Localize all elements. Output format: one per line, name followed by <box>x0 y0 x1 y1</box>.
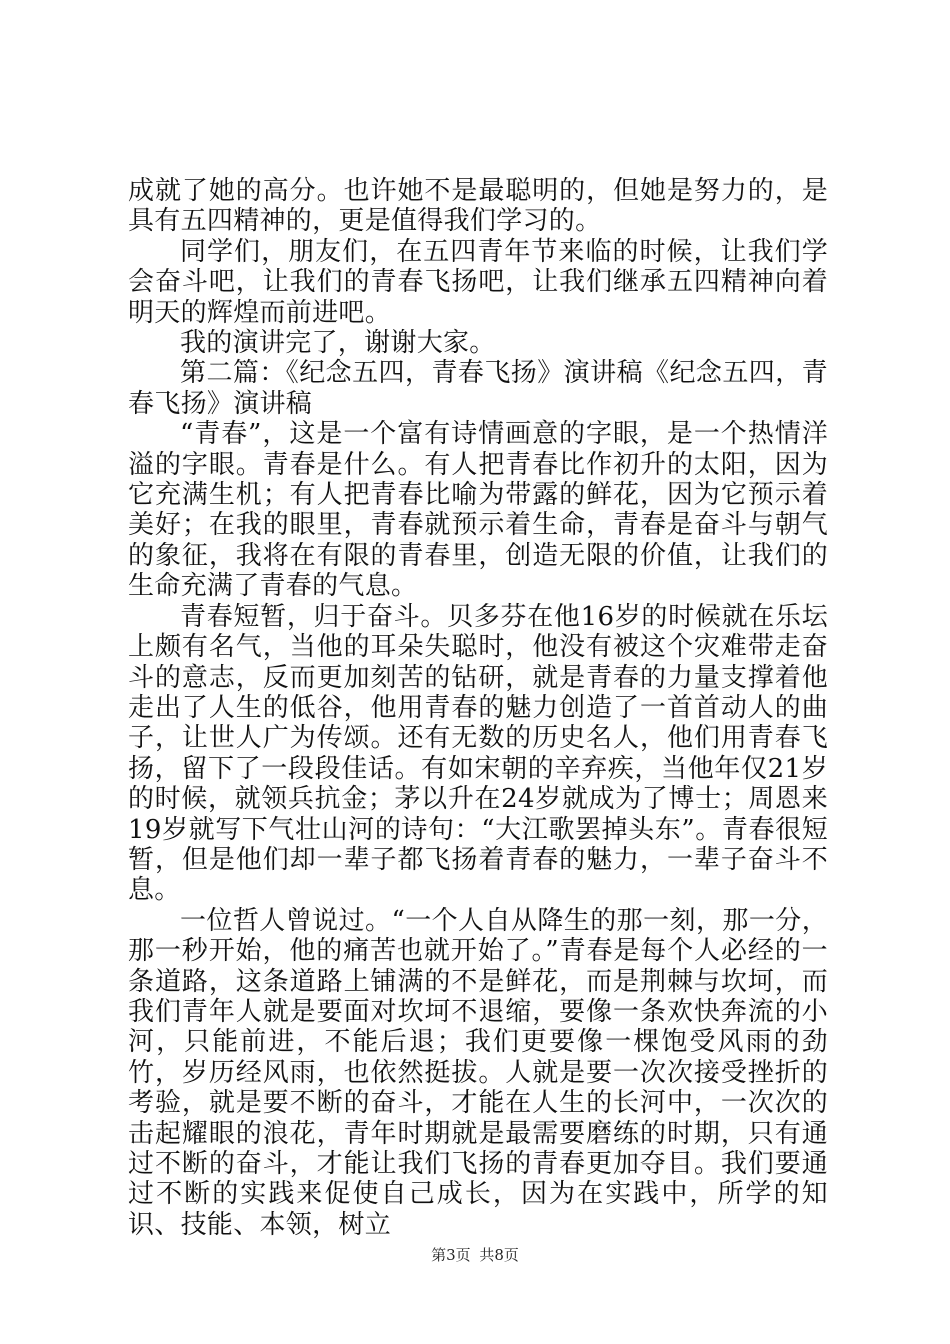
paragraph: 我的演讲完了，谢谢大家。 <box>180 328 496 359</box>
paragraph: 青春短暂，归于奋斗。贝多芬在他16岁的时候就在乐坛上颇有名气，当他的耳朵失聪时，他没有被这个灾难带走奋斗的意志，反而更加刻苦的钻研，就是青春的力量支撑着他走出了人生的低谷，他用青春的魅力创造了一首首动人的曲子，让世人广为传颂。还有无数的历史名人，他们用青春飞扬，留下了一段段佳话。有如宋朝的辛弃疾，当他年仅21岁的时候，就领兵抗金；茅以升在24岁就成为了博士；周恩来19岁就写下气壮山河的诗句：“大江歌罢掉头东”。青春很短暂，但是他们却一辈子都飞扬着青春的魅力，一辈子奋斗不息。 <box>128 601 828 906</box>
page-total: 共8页 <box>479 1246 519 1264</box>
document-body <box>128 176 828 1240</box>
paragraph: 同学们，朋友们，在五四青年节来临的时候，让我们学会奋斗吧，让我们的青春飞扬吧，让我们继承五四精神向着明天的辉煌而前进吧。 <box>128 236 828 328</box>
paragraph: 一位哲人曾说过。“一个人自从降生的那一刻，那一分，那一秒开始，他的痛苦也就开始了。”青春是每个人必经的一条道路，这条道路上铺满的不是鲜花，而是荆棘与坎坷，而我们青年人就是要面对坎坷不退缩，要像一条欢快奔流的小河，只能前进，不能后退；我们更要像一棵饱受风雨的劲竹，岁历经风雨，也依然挺拔。人就是要一次次接受挫折的考验，就是要不断的奋斗，才能在人生的长河中，一次次的击起耀眼的浪花，青年时期就是最需要磨练的时期，只有通过不断的奋斗，才能让我们飞扬的青春更加夺目。我们要通过不断的实践来促使自己成长，因为在实践中，所学的知识、技能、本领，树立 <box>128 905 828 1240</box>
paragraph: 成就了她的高分。也许她不是最聪明的，但她是努力的，是具有五四精神的，更是值得我们学习的。 <box>128 176 828 237</box>
paragraph: “青春”，这是一个富有诗情画意的字眼，是一个热情洋溢的字眼。青春是什么。有人把青春比作初升的太阳，因为它充满生机；有人把青春比喻为带露的鲜花，因为它预示着美好；在我的眼里，青春就预示着生命，青春是奋斗与朝气的象征，我将在有限的青春里，创造无限的价值，让我们的生命充满了青春的气息。 <box>128 419 828 602</box>
page-footer <box>0 1244 950 1265</box>
page-number: 第3页 <box>431 1246 471 1264</box>
paragraph: 第二篇：《纪念五四，青春飞扬》演讲稿《纪念五四，青春飞扬》演讲稿 <box>128 358 828 419</box>
